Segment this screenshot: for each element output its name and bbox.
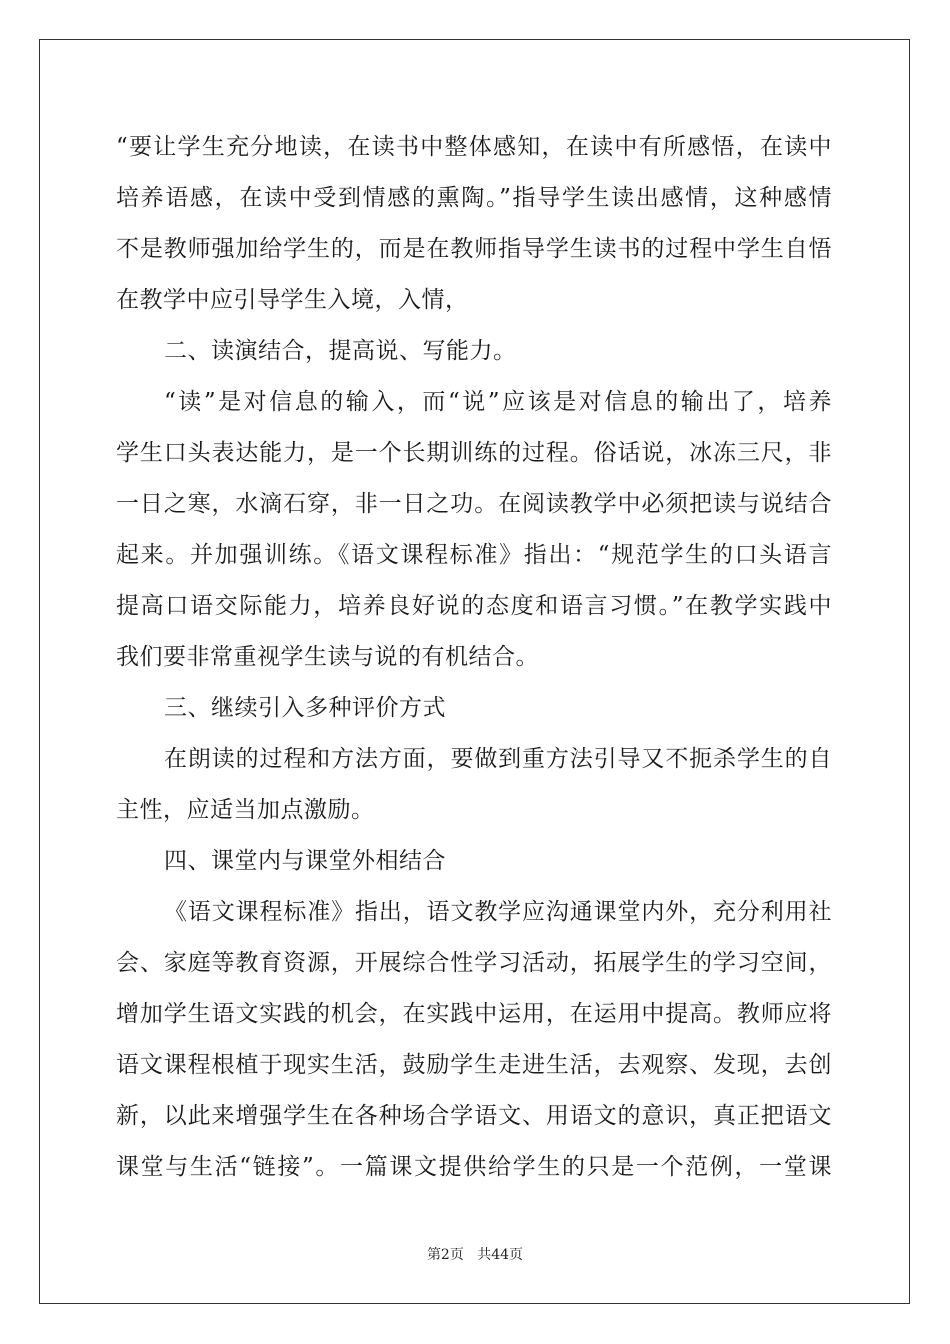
page-number: 第2页 (426, 1247, 464, 1263)
text-line: 四、课堂内与课堂外相结合 (164, 848, 446, 874)
text-line: “要让学生充分地读，在读书中整体感知，在读中有所感悟，在读中 (116, 134, 832, 160)
text-line: 学生口头表达能力，是一个长期训练的过程。俗话说，冰冻三尺，非 (116, 440, 832, 466)
text-line: 主性，应适当加点激励。 (116, 797, 375, 823)
text-line: 提高口语交际能力，培养良好说的态度和语言习惯。”在教学实践中 (116, 593, 832, 619)
text-line: 《语文课程标准》指出，语文教学应沟通课堂内外，充分利用社 (164, 899, 832, 925)
text-line: 三、继续引入多种评价方式 (164, 695, 446, 721)
text-line: 会、家庭等教育资源，开展综合性学习活动，拓展学生的学习空间， (116, 950, 832, 976)
text-line: 一日之寒，水滴石穿，非一日之功。在阅读教学中必须把读与说结合 (116, 491, 832, 517)
document-body (116, 122, 832, 1193)
text-line: 在朗读的过程和方法方面，要做到重方法引导又不扼杀学生的自 (164, 746, 832, 772)
text-line: 二、读演结合，提高说、写能力。 (164, 338, 517, 364)
text-line: 课堂与生活“链接”。一篇课文提供给学生的只是一个范例，一堂课 (116, 1154, 832, 1180)
page-total: 共44页 (477, 1247, 524, 1263)
text-line: “读”是对信息的输入，而“说”应该是对信息的输出了，培养 (164, 389, 832, 415)
text-line: 我们要非常重视学生读与说的有机结合。 (116, 644, 539, 670)
text-line: 不是教师强加给学生的，而是在教师指导学生读书的过程中学生自悟 (116, 236, 832, 262)
text-line: 增加学生语文实践的机会，在实践中运用，在运用中提高。教师应将 (116, 1001, 832, 1027)
text-line: 语文课程根植于现实生活，鼓励学生走进生活，去观察、发现，去创 (116, 1052, 832, 1078)
page-footer (0, 1244, 950, 1264)
text-line: 起来。并加强训练。《语文课程标准》指出：“规范学生的口头语言 (116, 542, 832, 568)
text-line: 培养语感，在读中受到情感的熏陶。”指导学生读出感情，这种感情 (116, 185, 832, 211)
text-line: 新，以此来增强学生在各种场合学语文、用语文的意识，真正把语文 (116, 1103, 832, 1129)
text-line: 在教学中应引导学生入境，入情， (116, 287, 469, 313)
